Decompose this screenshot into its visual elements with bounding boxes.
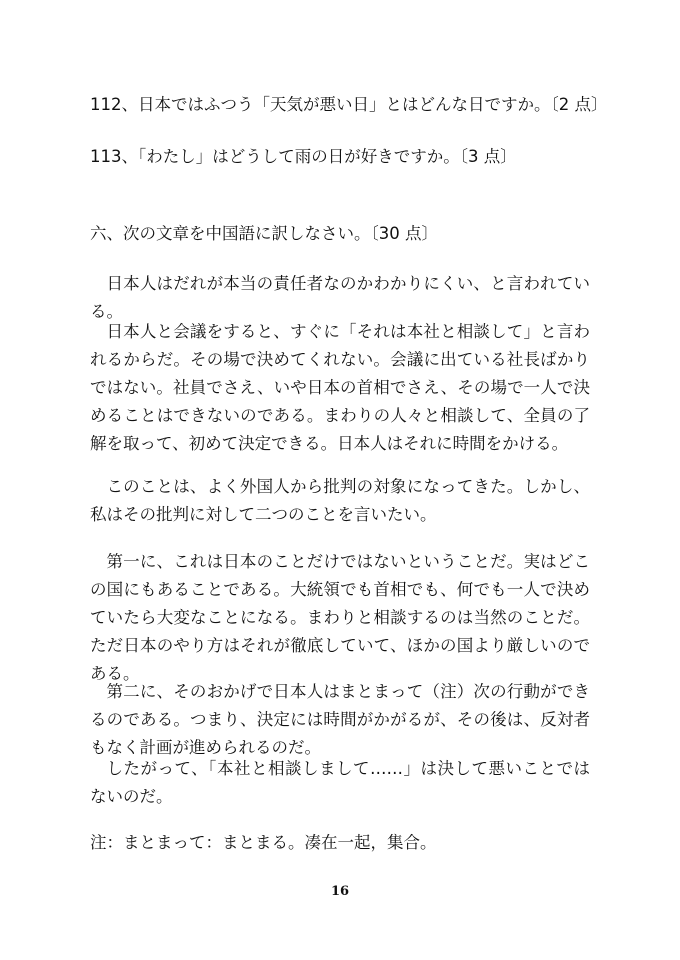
- page-number: 16: [330, 884, 350, 899]
- question-113: 113、「わたし」はどうして雨の日が好きですか。〔3 点〕: [90, 147, 517, 166]
- question-112: 112、日本ではふつう「天気が悪い日」とはどんな日ですか。〔2 点〕: [90, 95, 608, 114]
- section-heading: 六、次の文章を中国語に訳しなさい。〔30 点〕: [90, 224, 438, 243]
- paragraph-5: 第二に、そのおかげで日本人はまとまって（注）次の行動ができるのである。つまり、決定には時間がかがるが、その後は、反対者もなく計画が進められるのだ。: [90, 682, 590, 757]
- paragraph-6: したがって、「本社と相談しまして……」は決して悪いことではないのだ。: [90, 759, 590, 806]
- paragraph-2: 日本人と会議をすると、すぐに「それは本社と相談して」と言われるからだ。その場で決めてくれない。会議に出ている社長ばかりではない。社員でさえ、いや日本の首相でさえ、その場で一人で決めることはできないのである。まわりの人々と相談して、全員の了解を取って、初めて決定できる。日本人はそれに時間をかける。: [90, 322, 590, 453]
- footnote-translation: 凑在一起，集合。: [304, 833, 437, 852]
- paragraph-4: 第一に、これは日本のことだけではないということだ。実はどこの国にもあることである。大統領でも首相でも、何でも一人で決めていたら大変なことになる。まわりと相談するのは当然のことだ。ただ日本のやり方はそれが徹底していて、ほかの国より厳しいのである。: [90, 552, 591, 683]
- paragraph-1: 日本人はだれが本当の責任者なのかわかりにくい、と言われている。: [90, 274, 590, 321]
- footnote: [90, 832, 437, 854]
- footnote-label: 注：まとまって：まとまる。: [90, 833, 305, 852]
- paragraph-3: このことは、よく外国人から批判の対象になってきた。しかし、私はその批判に対して二つのことを言いたい。: [90, 477, 590, 524]
